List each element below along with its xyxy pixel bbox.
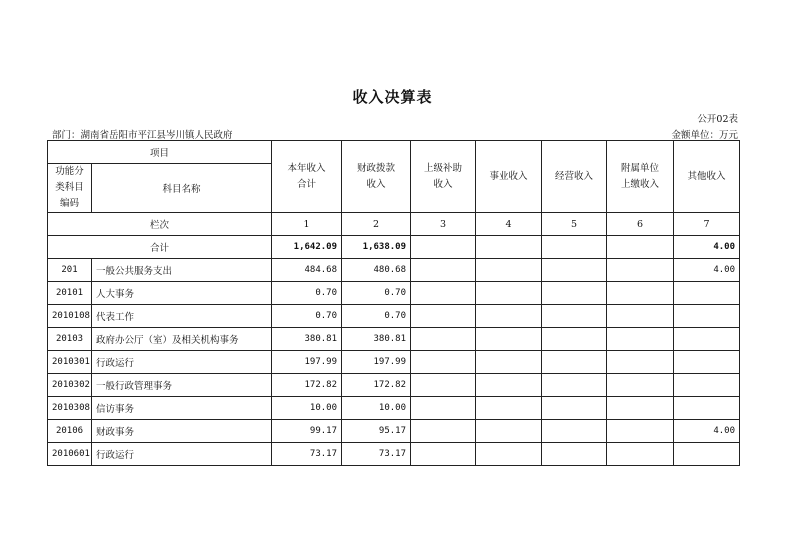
amount-cell: 380.81 [272, 328, 342, 351]
table-row [48, 282, 740, 305]
subject-code: 201 [48, 259, 92, 282]
table-row [48, 259, 740, 282]
subject-code: 2010302 [48, 374, 92, 397]
total-value: 4.00 [674, 236, 740, 259]
subject-name: 一般公共服务支出 [92, 259, 272, 282]
amount-cell [607, 420, 674, 443]
col-header-total: 本年收入 合计 [272, 141, 342, 213]
amount-cell: 172.82 [342, 374, 411, 397]
amount-cell [607, 282, 674, 305]
amount-cell [476, 305, 542, 328]
subject-code: 20101 [48, 282, 92, 305]
amount-cell [674, 374, 740, 397]
header-row-item [48, 141, 740, 164]
amount-cell [674, 351, 740, 374]
subject-code: 20103 [48, 328, 92, 351]
amount-cell [607, 374, 674, 397]
amount-cell: 95.17 [342, 420, 411, 443]
column-index-row [48, 213, 740, 236]
amount-cell: 99.17 [272, 420, 342, 443]
subject-name: 政府办公厅（室）及相关机构事务 [92, 328, 272, 351]
subject-code: 2010108 [48, 305, 92, 328]
column-index-cell: 3 [411, 213, 476, 236]
amount-cell: 73.17 [342, 443, 411, 466]
amount-cell [411, 328, 476, 351]
amount-cell [674, 282, 740, 305]
table-row [48, 397, 740, 420]
total-value: 1,638.09 [342, 236, 411, 259]
total-value [607, 236, 674, 259]
amount-cell: 480.68 [342, 259, 411, 282]
amount-cell [607, 397, 674, 420]
subject-name: 行政运行 [92, 443, 272, 466]
subject-name: 信访事务 [92, 397, 272, 420]
table-row [48, 443, 740, 466]
total-value [411, 236, 476, 259]
amount-cell [411, 374, 476, 397]
amount-cell [542, 443, 607, 466]
amount-cell: 484.68 [272, 259, 342, 282]
amount-cell: 4.00 [674, 420, 740, 443]
amount-cell: 73.17 [272, 443, 342, 466]
amount-cell [476, 420, 542, 443]
report-title: 收入决算表 [352, 88, 433, 106]
subject-name: 一般行政管理事务 [92, 374, 272, 397]
column-index-label: 栏次 [48, 213, 272, 236]
amount-cell [542, 397, 607, 420]
name-header: 科目名称 [92, 164, 272, 213]
amount-cell [411, 397, 476, 420]
table-row [48, 374, 740, 397]
amount-cell [411, 259, 476, 282]
item-header: 项目 [48, 141, 272, 164]
total-value: 1,642.09 [272, 236, 342, 259]
amount-cell [542, 374, 607, 397]
subject-code: 2010301 [48, 351, 92, 374]
column-index-cell: 5 [542, 213, 607, 236]
col-header-fiscal: 财政拨款 收入 [342, 141, 411, 213]
amount-cell [476, 282, 542, 305]
amount-cell [476, 443, 542, 466]
form-number: 公开02表 [697, 114, 738, 125]
subject-name: 人大事务 [92, 282, 272, 305]
amount-cell [411, 351, 476, 374]
total-label: 合计 [48, 236, 272, 259]
subject-code: 2010601 [48, 443, 92, 466]
amount-cell: 4.00 [674, 259, 740, 282]
amount-cell: 10.00 [342, 397, 411, 420]
column-index-cell: 1 [272, 213, 342, 236]
subject-name: 代表工作 [92, 305, 272, 328]
amount-cell [542, 351, 607, 374]
amount-cell [542, 328, 607, 351]
amount-cell [476, 328, 542, 351]
amount-cell [476, 351, 542, 374]
amount-cell [674, 305, 740, 328]
amount-cell: 197.99 [272, 351, 342, 374]
amount-unit-label: 金额单位：万元 [671, 130, 738, 141]
column-index-cell: 2 [342, 213, 411, 236]
amount-cell: 380.81 [342, 328, 411, 351]
code-header: 功能分 类科目 编码 [48, 164, 92, 213]
column-index-cell: 4 [476, 213, 542, 236]
amount-cell: 0.70 [272, 282, 342, 305]
subject-code: 20106 [48, 420, 92, 443]
amount-cell [411, 305, 476, 328]
subject-name: 财政事务 [92, 420, 272, 443]
col-header-affiliated: 附属单位 上缴收入 [607, 141, 674, 213]
amount-cell [542, 305, 607, 328]
amount-cell [674, 443, 740, 466]
column-index-cell: 6 [607, 213, 674, 236]
subject-code: 2010308 [48, 397, 92, 420]
amount-cell: 0.70 [342, 305, 411, 328]
table-row [48, 328, 740, 351]
total-value [542, 236, 607, 259]
amount-cell: 172.82 [272, 374, 342, 397]
col-header-other: 其他收入 [674, 141, 740, 213]
subject-name: 行政运行 [92, 351, 272, 374]
amount-cell [674, 328, 740, 351]
total-row [48, 236, 740, 259]
amount-cell [476, 259, 542, 282]
department-label: 部门：湖南省岳阳市平江县岑川镇人民政府 [52, 130, 233, 141]
amount-cell [542, 259, 607, 282]
income-statement-table [47, 140, 740, 466]
amount-cell [542, 420, 607, 443]
amount-cell [476, 374, 542, 397]
amount-cell [607, 328, 674, 351]
amount-cell [607, 443, 674, 466]
amount-cell: 10.00 [272, 397, 342, 420]
col-header-operating: 经营收入 [542, 141, 607, 213]
amount-cell [476, 397, 542, 420]
amount-cell [607, 259, 674, 282]
total-value [476, 236, 542, 259]
amount-cell [607, 305, 674, 328]
amount-cell [411, 420, 476, 443]
table-row [48, 420, 740, 443]
amount-cell [674, 397, 740, 420]
column-index-cell: 7 [674, 213, 740, 236]
amount-cell [542, 282, 607, 305]
table-row [48, 351, 740, 374]
amount-cell: 0.70 [342, 282, 411, 305]
amount-cell [607, 351, 674, 374]
table-row [48, 305, 740, 328]
amount-cell [411, 443, 476, 466]
amount-cell [411, 282, 476, 305]
amount-cell: 0.70 [272, 305, 342, 328]
col-header-superior: 上级补助 收入 [411, 141, 476, 213]
amount-cell: 197.99 [342, 351, 411, 374]
col-header-business: 事业收入 [476, 141, 542, 213]
